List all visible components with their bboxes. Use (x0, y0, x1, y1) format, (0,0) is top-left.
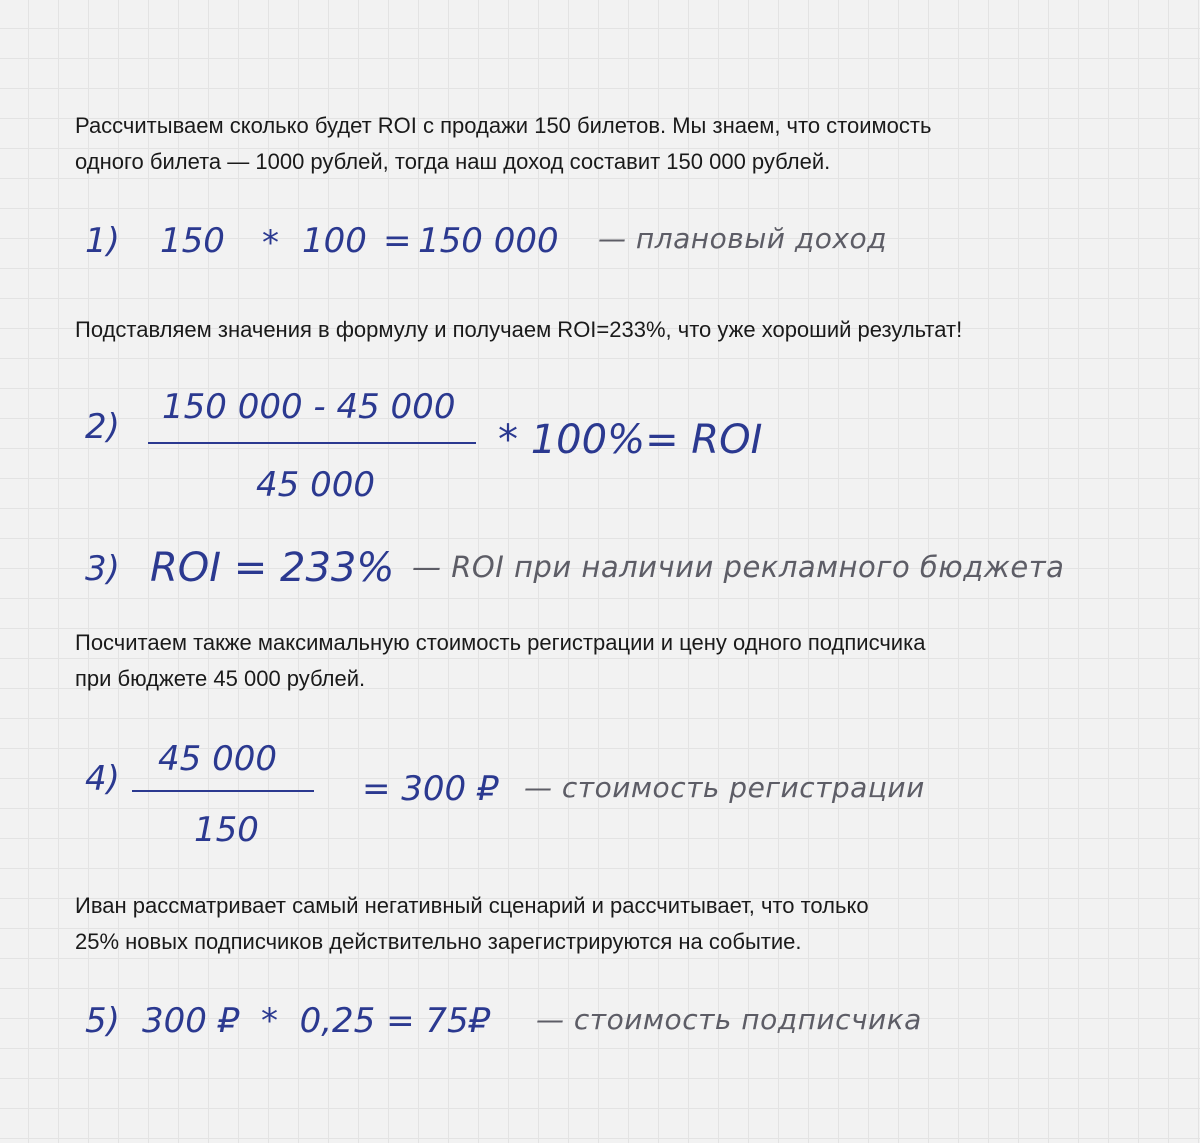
fraction-denominator: 45 000 (256, 465, 375, 505)
formula-tail: * 100%= ROI (498, 417, 763, 463)
paragraph-negative-scenario (75, 888, 869, 960)
paragraph-roi-formula (75, 312, 962, 348)
formula-result: = 300 ₽ (362, 769, 499, 809)
formula-note: — стоимость подписчика (536, 1003, 922, 1036)
equals-sign: = (383, 221, 412, 261)
formula-expression: 300 ₽ * 0,25 = 75₽ (142, 1001, 491, 1041)
text-line: 25% новых подписчиков действительно зарегистрируются на событие. (75, 929, 802, 954)
formula-result: 150 000 (418, 221, 559, 261)
fraction-numerator: 45 000 (158, 739, 277, 779)
paragraph-registration-cost (75, 625, 925, 697)
formula-note: — стоимость регистрации (524, 771, 925, 804)
formula-operand: 150 (160, 221, 225, 261)
fraction-numerator: 150 000 - 45 000 (162, 387, 456, 427)
formula-operand: 100 (302, 221, 367, 261)
text-line: Посчитаем также максимальную стоимость регистрации и цену одного подписчика (75, 630, 926, 655)
multiply-sign: * (262, 223, 279, 263)
text-line: Подставляем значения в формулу и получаем ROI=233%, что уже хороший результат! (75, 317, 963, 342)
formula-index: 5) (85, 1001, 120, 1041)
paragraph-roi-intro (75, 108, 931, 180)
formula-index: 1) (85, 221, 120, 261)
formula-expression: ROI = 233% (150, 545, 395, 591)
fraction-line (132, 790, 314, 792)
formula-index: 3) (85, 549, 120, 589)
text-line: Иван рассматривает самый негативный сценарий и рассчитывает, что только (75, 893, 869, 918)
fraction-line (148, 442, 476, 444)
formula-index: 2) (85, 407, 120, 447)
text-line: при бюджете 45 000 рублей. (75, 666, 366, 691)
fraction-denominator: 150 (194, 810, 259, 850)
text-line: одного билета — 1000 рублей, тогда наш доход составит 150 000 рублей. (75, 149, 831, 174)
formula-index: 4) (85, 759, 120, 799)
text-line: Рассчитываем сколько будет ROI с продажи 150 билетов. Мы знаем, что стоимость (75, 113, 932, 138)
formula-note: — плановый доход (598, 222, 887, 255)
formula-note: — ROI при наличии рекламного бюджета (412, 550, 1065, 584)
